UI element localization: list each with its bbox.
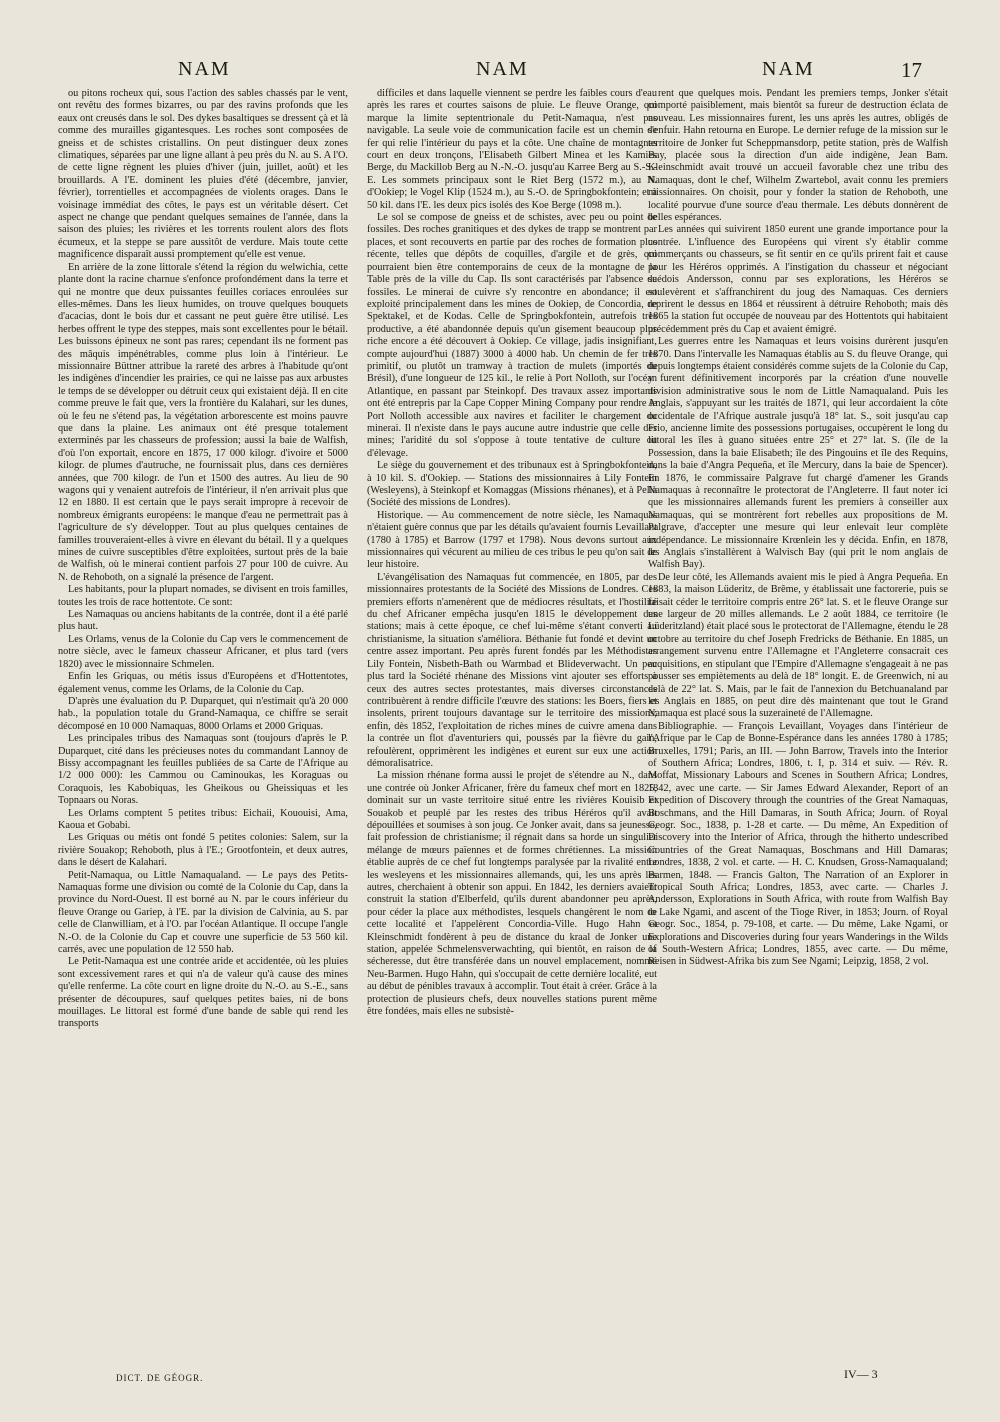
paragraph: difficiles et dans laquelle viennent se perdre les faibles cours d'eau après les rares et courtes saisons de pluie. Le fleuve Orange, qui marque la limite septentrionale du Petit-Namaqua, n'est pas navigable. La seule voie de communication facile est un chemin de fer qui relie l'intérieur du pays et la côte. Une chaîne de montagnes court en deux tronçons, l'Elisabeth Gilbert Minea et les Kamies Berge, du Mackillob Berg au N.-N.-O. jusqu'au Karree Berg au S.-S.-E. Les sommets principaux sont le Riet Berg (1572 m.), au N. d'Ookiep; le Vogel Klip (1524 m.), au S.-O. de Springbokfontein; et à 50 kil. dans l'E. les deux pics isolés des Koe Berge (1098 m.). bbox=[367, 88, 657, 211]
paragraph: L'évangélisation des Namaquas fut commencée, en 1805, par des missionnaires protestants de la Société des Missions de Londres. Ces premiers efforts n'amenèrent que de médiocres résultats, et l'hostilité du chef Africaner empêcha jusqu'en 1815 le développement des stations; mais à cette époque, ce chef lui-même s'étant converti au christianisme, la situation s'améliora. Béthanie fut fondé et devint un centre assez important. Peu après furent fondés par les Méthodistes Lily Fontein, Nisbeth-Bath ou Warmbad et Blideverwacht. Un peu plus tard la Société rhénane des Missions vint ajouter ses efforts à ceux des autres sectes protestantes, mais diverses circonstances contribuèrent à rendre difficile l'œuvre des stations: les Boers, fiers et insolents, prirent toujours davantage sur le territoire des missions; enfin, dès 1852, l'exploitation de riches mines de cuivre amena dans la contrée un flot d'aventuriers qui, poussés par la fièvre du gain, refoulèrent, opprimèrent les indigènes et eurent sur eux une action démoralisatrice. bbox=[367, 571, 657, 769]
paragraph: De leur côté, les Allemands avaient mis le pied à Angra Pequeña. En 1883, la maison Lüderitz, de Brême, y établissait une factorerie, puis se faisait céder le territoire compris entre 26° lat. S. et le fleuve Orange sur une largeur de 20 milles allemands. Le 2 août 1884, ce territoire (le Lüderitzland) était placé sous le protectorat de l'Allemagne, étendu le 28 octobre au territoire du chef Joseph Fredricks de Béthanie. En 1885, un arrangement survenu entre l'Allemagne et l'Angleterre consacrait ces acquisitions, en stipulant que l'Empire d'Allemagne s'engageait à ne pas pousser ses empiètements au delà de 18° longit. E. de Greenwich, ni au delà de 22° lat. S. Mais, par le fait de l'annexion du Betchuanaland par les Anglais en 1885, on peut dire dès maintenant que tout le Grand Namaqua est placé sous la suzeraineté de l'Allemagne. bbox=[648, 571, 948, 720]
footer-sheet-number: IV— 3 bbox=[844, 1367, 878, 1381]
paragraph: Les Orlams, venus de la Colonie du Cap vers le commencement de notre siècle, avec le fameux chasseur Africaner, et plus tard (vers 1820) avec le missionnaire Schmelen. bbox=[58, 633, 348, 670]
running-head-center: NAM bbox=[476, 58, 529, 80]
paragraph: En arrière de la zone littorale s'étend la région du welwichia, cette plante dont la racine charnue s'enfonce profondément dans la terre et qui ne montre que deux puissantes feuilles coriaces enroulées sur elles-mêmes. Dans les lieux humides, on trouve quelques bouquets d'acacias, dont le bois dur et cassant ne peut guère être utilisé. Les herbes offrent le type des steppes, mais sont excellentes pour le bétail. Les buissons épineux ne sont pas rares; cependant ils ne forment pas des mâquis impénétrables, comme plus loin à l'intérieur. Le missionnaire Büttner attribue la rareté des arbres à l'habitude qu'ont les indigènes d'incendier les prairies, ce qui ne laisse pas aux arbustes le temps de se développer ou détruit ceux qui existaient déjà. Il en cite comme preuve le fait que, vers la frontière du Kalahari, sur les dunes, où le feu ne s'étend pas, la végétation arborescente est moins pauvre que dans la plaine. Les animaux ont été presque totalement exterminés par les chasseurs de profession; aussi la baie de Walfish, d'où l'on exportait, encore en 1875, 17 000 kilogr. d'ivoire et 5000 kilogr. de plumes d'autruche, ne fournissait plus, dans ces dernières années, que 700 kilogr. de l'un et 1500 des autres. Au lieu de 90 wagons qui y venaient autrefois de l'intérieur, il n'en arrivait plus que 12 en 1880. Il est certain que le pays serait impropre à recevoir de nombreux émigrants européens: le manque d'eau ne permettrait pas à l'agriculture de s'y développer. Tout au plus quelques centaines de familles trouveraient-elles à vivre en élevant du bétail. Il y a quelques mines de cuivre susceptibles d'être exploitées, surtout près de la baie de Walfish, où le minerai contient parfois 27 pour 100 de cuivre. Au N. de Rehoboth, on a signalé la présence de l'argent. bbox=[58, 261, 348, 583]
paragraph: Le siège du gouvernement et des tribunaux est à Springbokfontein, à 10 kil. S. d'Ookiep. — Stations des missionnaires à Lily Fontein (Wesleyens), à Steinkopf et Komaggas (Missions rhénanes), et à Pella (Société des missions de Londres). bbox=[367, 460, 657, 509]
paragraph: Les guerres entre les Namaquas et leurs voisins durèrent jusqu'en 1870. Dans l'intervalle les Namaquas établis au S. du fleuve Orange, qui depuis longtemps étaient considérés comme sujets de la Colonie du Cap, y furent définitivement incorporés par la création d'une nouvelle division administrative sous le nom de Little Namaqualand. Puis les Anglais, s'appuyant sur les traités de 1871, qui leur accordaient la côte occidentale de l'Afrique australe jusqu'à 18° lat. S., soit jusqu'au cap Frio, ancienne limite des possessions portugaises, occupèrent le long du littoral les îles à guano situées entre 25° et 27° lat. S. (île de la Possession, dans la baie Elisabeth; île des Pingouins et île des Requins, dans la baie d'Angra Pequeña, et île Mercury, dans la baie de Spencer). En 1876, le commissaire Palgrave fut chargé d'amener les Grands Namaquas à reconnaître le protectorat de l'Angleterre. Il faut noter ici que les missionnaires allemands furent les premiers à conseiller aux Namaquas, qui se montrèrent fort rebelles aux propositions de M. Palgrave, d'accepter une mesure qui leur enlevait leur complète indépendance. Le missionnaire Krœnlein les y décida. Enfin, en 1878, les Anglais s'installèrent à Walvisch Bay (qui prit le nom anglais de Walfish Bay). bbox=[648, 336, 948, 571]
text-column-right bbox=[648, 88, 948, 969]
paragraph: Petit-Namaqua, ou Little Namaqualand. — Le pays des Petits-Namaquas forme une division ou comté de la Colonie du Cap, dans la province du Nord-Ouest. Il est borné au N. par le cours inférieur du fleuve Orange ou Gariep, à l'E. par la division de Calvinia, au S. par celle de Clanwilliam, et à l'O. par l'océan Atlantique. Il occupe l'angle N.-O. de la Colonie du Cap et couvre une superficie de 53 560 kil. carrés, avec une population de 12 550 hab. bbox=[58, 869, 348, 956]
paragraph: Le Petit-Namaqua est une contrée aride et accidentée, où les pluies sont excessivement rares et qui n'a de valeur qu'à cause des mines qu'elle renferme. La côte court en ligne droite du N.-O. au S.-E., sans présenter de découpures, sauf quelques petites baies, ni de bons mouillages. Le littoral est formé d'une bande de sable qui rend les transports bbox=[58, 956, 348, 1030]
text-column-left bbox=[58, 88, 348, 1031]
paragraph: Enfin les Griquas, ou métis issus d'Européens et d'Hottentotes, également venus, comme les Orlams, de la Colonie du Cap. bbox=[58, 671, 348, 695]
paragraph: rent que quelques mois. Pendant les premiers temps, Jonker s'était comporté paisiblement, mais bientôt sa fureur de destruction éclata de nouveau. Les missionnaires furent, les uns après les autres, obligés de s'enfuir. Hahn retourna en Europe. Le dernier refuge de la mission sur le territoire de Jonker fut Scheppmansdorp, petite station, près de Walfish Bay, placée sous la direction d'un aide indigène, Jean Bam. Kleinschmidt avait trouvé un accueil favorable chez une tribu des Namaquas, dont le chef, Wilhelm Zwartebol, avait connu les premiers missionnaires. On choisit, pour y fonder la station de Rehoboth, une localité pourvue d'une source d'eau thermale. Les débuts donnèrent de belles espérances. bbox=[648, 88, 948, 224]
paragraph: La mission rhénane forma aussi le projet de s'étendre au N., dans une contrée où Jonker Africaner, frère du fameux chef mort en 1825, dominait sur un vaste territoire situé entre les rivières Kouisib et Souakob et peuplé par les restes des tribus Héréros qu'il avait dépouillées et soumises à son joug. Ce Jonker avait, dans sa jeunesse, fait profession de christianisme; il régnait dans sa horde un singulier mélange de mœurs païennes et de formes chrétiennes. La mission établie auprès de ce chef fut longtemps paralysée par la rivalité entre les wesleyens et les missionnaires allemands, qui, les uns après les autres, cherchaient à obtenir son appui. En 1842, les derniers avaient construit la station d'Elberfeld, qu'ils durent abandonner peu après, pour céder la place aux méthodistes, lesquels changèrent le nom de cette localité et l'appelèrent Concordia-Ville. Hugo Hahn et Kleinschmidt fondèrent à peu de distance du kraal de Jonker une station, appelée Schmelensverwachting, qui bientôt, en raison de la sécheresse, dut être transférée dans un nouvel emplacement, nommé Neu-Barmen. Hugo Hahn, qui s'occupait de cette dernière localité, eut au début de pénibles travaux à accomplir. Tout était à créer. Grâce à la protection de plusieurs chefs, deux nouvelles stations purent même être fondées, mais elles ne subsistè- bbox=[367, 770, 657, 1018]
bibliography-paragraph: Bibliographie. — François Levaillant, Voyages dans l'intérieur de l'Afrique par le Cap de Bonne-Espérance dans les années 1780 à 1785; Bruxelles, 1791; Paris, an III. — John Barrow, Travels into the Interior of Southern Africa; Londres, 1806, t. I, p. 314 et suiv. — Rév. R. Moffat, Missionary Labours and Scenes in Southern Africa; Londres, 1842, avec une carte. — Sir James Edward Alexander, Report of an Expedition of Discovery through the countries of the Great Namaquas, Boschmans, and the Hill Damaras, in South Africa; Journ. of Royal Geogr. Soc., 1838, p. 1-28 et carte. — Du même, An Expedition of Discovery into the Interior of Africa, through the hitherto undescribed Countries of the Great Namaquas, Boschmans and Hill Damaras; Londres, 1838, 2 vol. et carte. — H. C. Knudsen, Gross-Namaqualand; Barmen, 1848. — Francis Galton, The Narration of an Explorer in Tropical South Africa; Londres, 1853, avec carte. — Charles J. Andersson, Explorations in South Africa, with route from Walfish Bay to Lake Ngami, and ascent of the Tioge River, in 1853; Journ. of Royal Geogr. Soc., 1854, p. 79-108, et carte. — Du même, Lake Ngami, or Explorations and Discoveries during four years Wanderings in the Wilds of South-Western Africa; Londres, 1855, avec carte. — Du même, Reisen in Südwest-Afrika bis zum See Ngami; Leipzig, 1858, 2 vol. bbox=[648, 720, 948, 968]
running-head-left: NAM bbox=[178, 58, 231, 80]
paragraph: Le sol se compose de gneiss et de schistes, avec peu ou point de fossiles. Des roches granitiques et des dykes de trapp se montrent par places, et sont recouverts en partie par des roches de formation plus récente, telles que dépôts de coquilles, d'argile et de grès, qui pourraient bien être contemporains de ceux de la montagne de la Table près de la ville du Cap. Ils sont caractérisés par l'absence de fossiles. Le minerai de cuivre s'y rencontre en abondance; il est exploité principalement dans les mines de Ookiep, de Concordia, de Spektakel, et de Kodas. Celle de Springbokfontein, autrefois très productive, a été abandonnée depuis qu'un gisement beaucoup plus riche encore a été découvert à Ookiep. Ce village, jadis insignifiant, compte aujourd'hui (1887) 3000 à 4000 hab. Un chemin de fer très primitif, ou plutôt un tramway à traction de mulets (importés du Brésil), d'une longueur de 125 kil., le relie à Port Nolloth, sur l'océan Atlantique, en passant par Steinkopf. Des travaux assez importants ont été entrepris par la Cape Copper Mining Company pour rendre le Port Nolloth accessible aux navires et faciliter le chargement du minerai. Il n'existe dans le pays aucune autre industrie que celle des mines; l'aridité du sol s'oppose à toute tentative de culture ou d'élevage. bbox=[367, 212, 657, 459]
paragraph: Les Griquas ou métis ont fondé 5 petites colonies: Salem, sur la rivière Souakop; Rehoboth, plus à l'E.; Grootfontein, et deux autres, dans le désert de Kalahari. bbox=[58, 832, 348, 869]
paragraph: Les années qui suivirent 1850 eurent une grande importance pour la contrée. L'influence des Européens qui virent s'y établir comme commerçants ou chasseurs, se fit sentir en ce qu'ils prirent fait et cause pour les Héréros opprimés. A l'instigation du chasseur et négociant suédois Andersson, connu par ses explorations, les Héréros se soulevèrent et s'affranchirent du joug des Namaquas. Ces derniers reprirent le dessus en 1864 et réussirent à détruire Rehoboth; mais dès 1865 la station fut occupée de nouveau par des Hottentots qui habitaient précédemment près du Cap et avaient émigré. bbox=[648, 224, 948, 335]
paragraph: Les Orlams comptent 5 petites tribus: Eichaii, Kououisi, Ama, Kaoua et Gobabi. bbox=[58, 807, 348, 831]
footer-signature: DICT. DE GÉOGR. bbox=[116, 1373, 204, 1383]
page-number: 17 bbox=[901, 58, 922, 82]
running-head-right: NAM bbox=[762, 58, 815, 80]
text-column-center bbox=[367, 88, 657, 1018]
paragraph: Historique. — Au commencement de notre siècle, les Namaquas n'étaient guère connus que par les détails qu'avaient fournis Levaillant (1780 à 1785) et Barrow (1797 et 1798). Nous devons surtout aux missionnaires qui vécurent au milieu de ces tribus le peu qu'on sait de leur histoire. bbox=[367, 509, 657, 571]
paragraph: Les habitants, pour la plupart nomades, se divisent en trois familles, toutes les trois de race hottentote. Ce sont: bbox=[58, 584, 348, 608]
paragraph: D'après une évaluation du P. Duparquet, qui n'estimait qu'à 20 000 hab., la population totale du Grand-Namaqua, ce chiffre se serait décomposé en 10 000 Namaquas, 8000 Orlams et 2000 Griquas. bbox=[58, 695, 348, 732]
paragraph: Les Namaquas ou anciens habitants de la contrée, dont il a été parlé plus haut. bbox=[58, 609, 348, 633]
paragraph: Les principales tribus des Namaquas sont (toujours d'après le P. Duparquet, cité dans les précieuses notes du commandant Lannoy de Bissy accompagnant les feuilles publiées de sa Carte de l'Afrique au 1/2 000 000): les Cammou ou Caminoukas, les Koraguas ou Coraquois, les Kabobiquas, les Gheikous ou Gheissiquas et les Topnaars ou Noras. bbox=[58, 733, 348, 807]
paragraph: ou pitons rocheux qui, sous l'action des sables chassés par le vent, ont revêtu des formes bizarres, ou par des ravins profonds que les eaux ont creusés dans le sol. Des dykes basaltiques se dressent çà et là comme des murailles gigantesques. Les roches sont composées de gneiss et de schistes cristallins. On peut distinguer deux zones climatiques, séparées par une ligne allant à peu près du N. au S. A l'O. de cette ligne règnent les pluies d'hiver (juin, juillet, août) et les brouillards. A l'E. dominent les pluies d'été (décembre, janvier, février), torrentielles et accompagnées de violents orages. Dans le voisinage immédiat des côtes, le pays est un véritable désert. Cet aspect ne change que pendant quelques semaines de l'année, dans la saison des pluies; les rivières et les torrents roulent alors des flots écumeux, et la steppe se pare aussitôt de verdure. Mais toute cette magnificence disparaît aussi promptement qu'elle est venue. bbox=[58, 88, 348, 261]
